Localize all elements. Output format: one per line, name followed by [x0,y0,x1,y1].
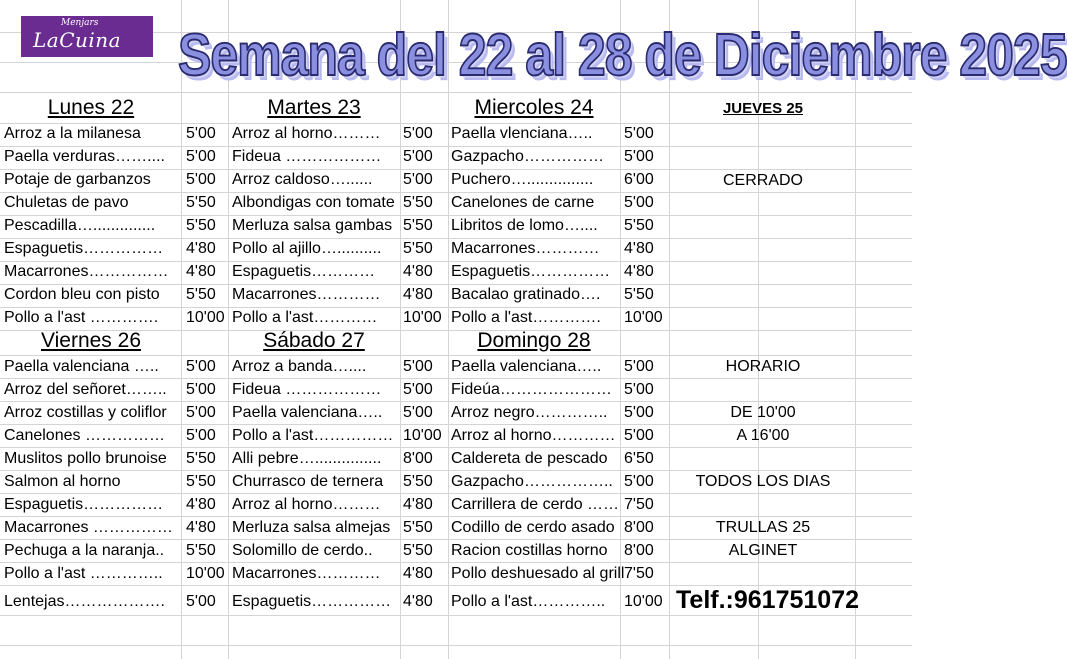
dish-price: 5'50 [186,217,216,234]
dish-name: Espaguetis…………… [232,593,392,610]
dish-price: 8'00 [624,519,654,536]
day-header-tuesday: Martes 23 [267,96,361,119]
dish-price: 10'00 [403,427,442,444]
dish-name: Paella valenciana ….. [4,358,159,375]
dish-price: 5'00 [403,381,433,398]
dish-name: Merluza salsa gambas [232,217,393,234]
dish-name: Lentejas………………. [4,593,165,610]
dish-name: Caldereta de pescado [451,450,608,467]
dish-name: Chuletas de pavo [4,194,129,211]
dish-price: 5'50 [624,286,654,303]
phone-number: Telf.:961751072 [676,586,859,614]
dish-price: 5'00 [186,148,216,165]
dish-name: Salmon al horno [4,473,121,490]
dish-price: 5'00 [624,381,654,398]
info-line-every-day: TODOS LOS DIAS [695,473,831,490]
dish-price: 4'80 [186,496,216,513]
dish-price: 5'50 [403,473,433,490]
dish-price: 5'50 [403,542,433,559]
dish-price: 5'00 [403,358,433,375]
dish-name: Arroz a banda….... [232,358,367,375]
dish-price: 4'80 [624,263,654,280]
dish-name: Macarrones………… [232,286,381,303]
dish-price: 5'00 [186,125,216,142]
dish-price: 5'00 [403,148,433,165]
dish-name: Arroz costillas y coliflor [4,404,167,421]
brand-logo [21,16,153,57]
dish-name: Paella valenciana….. [232,404,383,421]
dish-name: Alli pebre…............... [232,450,382,467]
dish-price: 5'50 [403,240,433,257]
dish-name: Espaguetis…………… [4,496,164,513]
dish-name: Macarrones………… [451,240,600,257]
info-line-street: TRULLAS 25 [715,519,811,536]
dish-name: Espaguetis…………… [451,263,611,280]
dish-name: Canelones de carne [451,194,595,211]
dish-price: 6'00 [624,171,654,188]
dish-price: 10'00 [403,309,442,326]
dish-price: 5'00 [624,473,654,490]
logo-name: LaCuina [33,28,122,52]
dish-name: Arroz al horno………… [451,427,616,444]
dish-price: 4'80 [403,565,433,582]
dish-name: Gazpacho…………… [451,148,604,165]
dish-name: Muslitos pollo brunoise [4,450,167,467]
day-header-wednesday: Miercoles 24 [474,96,594,119]
dish-price: 5'50 [403,217,433,234]
dish-name: Racion costillas horno [451,542,608,559]
dish-price: 10'00 [624,593,663,610]
dish-name: Pollo a l'ast …………. [4,309,159,326]
dish-price: 5'50 [624,217,654,234]
dish-price: 5'00 [186,427,216,444]
dish-name: Macarrones …………… [4,519,173,536]
dish-name: Espaguetis………… [232,263,376,280]
dish-name: Fideua ……………… [232,148,382,165]
dish-price: 5'50 [403,519,433,536]
dish-price: 4'80 [403,593,433,610]
dish-price: 8'00 [403,450,433,467]
dish-price: 8'00 [624,542,654,559]
info-line-open-time: DE 10'00 [730,404,796,421]
dish-price: 5'50 [403,194,433,211]
dish-name: Macarrones…………… [4,263,169,280]
dish-price: 5'50 [186,450,216,467]
dish-price: 5'00 [403,125,433,142]
dish-price: 5'00 [624,404,654,421]
dish-price: 7'50 [624,496,654,513]
dish-price: 5'50 [186,542,216,559]
dish-price: 5'50 [186,194,216,211]
dish-name: Potaje de garbanzos [4,171,151,188]
dish-name: Libritos de lomo….... [451,217,598,234]
dish-name: Pescadilla….............. [4,217,156,234]
dish-price: 5'00 [186,171,216,188]
dish-name: Paella verduras…….... [4,148,165,165]
dish-name: Pollo a l'ast…………… [232,427,394,444]
dish-price: 4'80 [403,263,433,280]
dish-name: Macarrones………… [232,565,381,582]
dish-price: 5'00 [403,171,433,188]
menu-title: Semana del 22 al 28 de Diciembre 2025 [178,21,1067,89]
dish-price: 5'00 [186,404,216,421]
dish-name: Pollo a l'ast………….. [451,593,606,610]
dish-price: 4'80 [186,519,216,536]
dish-name: Albondigas con tomate [232,194,395,211]
dish-price: 4'80 [403,286,433,303]
dish-name: Pollo deshuesado al grill [451,565,625,582]
dish-name: Pollo a l'ast ………….. [4,565,163,582]
dish-name: Solomillo de cerdo.. [232,542,373,559]
dish-price: 5'00 [624,194,654,211]
grid-row-line [0,615,912,616]
dish-price: 5'00 [186,593,216,610]
dish-price: 5'00 [186,381,216,398]
dish-name: Arroz negro………….. [451,404,608,421]
dish-name: Carrillera de cerdo …… [451,496,620,513]
day-header-monday: Lunes 22 [47,96,135,119]
dish-price: 10'00 [186,565,225,582]
day-header-friday: Viernes 26 [40,329,142,352]
dish-price: 4'80 [624,240,654,257]
dish-price: 5'50 [186,286,216,303]
dish-price: 5'00 [624,125,654,142]
dish-name: Arroz al horno……… [232,125,381,142]
dish-price: 5'00 [624,358,654,375]
dish-price: 4'80 [403,496,433,513]
dish-name: Fideua ……………… [232,381,382,398]
dish-price: 5'50 [186,473,216,490]
dish-name: Puchero…............... [451,171,594,188]
dish-price: 10'00 [624,309,663,326]
dish-name: Pollo al ajillo….......... [232,240,382,257]
dish-name: Pollo a l'ast…………. [451,309,601,326]
dish-name: Cordon bleu con pisto [4,286,160,303]
dish-price: 6'50 [624,450,654,467]
dish-name: Fideúa………………… [451,381,612,398]
info-line-town: ALGINET [728,542,798,559]
dish-price: 5'00 [403,404,433,421]
thursday-closed-note: CERRADO [722,172,803,189]
dish-price: 10'00 [186,309,225,326]
day-header-sunday: Domingo 28 [477,329,591,352]
dish-name: Churrasco de ternera [232,473,384,490]
dish-name: Merluza salsa almejas [232,519,391,536]
info-line-close-time: A 16'00 [736,427,790,444]
dish-name: Espaguetis…………… [4,240,164,257]
dish-name: Pechuga a la naranja.. [4,542,165,559]
dish-name: Arroz al horno……… [232,496,381,513]
dish-name: Arroz a la milanesa [4,125,141,142]
dish-price: 5'00 [624,427,654,444]
dish-price: 7'50 [624,565,654,582]
dish-name: Pollo a l'ast………… [232,309,378,326]
dish-price: 5'00 [186,358,216,375]
day-header-saturday: Sábado 27 [263,329,365,352]
grid-row-line [0,645,912,646]
dish-name: Codillo de cerdo asado [451,519,615,536]
day-header-thursday: JUEVES 25 [722,100,804,117]
dish-price: 4'80 [186,240,216,257]
dish-name: Arroz caldoso…...... [232,171,373,188]
logo-subtitle: Menjars [61,18,99,28]
info-line-horario: HORARIO [725,358,801,375]
dish-name: Arroz del señoret…….. [4,381,167,398]
dish-price: 4'80 [186,263,216,280]
dish-name: Canelones …………… [4,427,165,444]
dish-price: 5'00 [624,148,654,165]
dish-name: Bacalao gratinado…. [451,286,601,303]
dish-name: Paella vlenciana….. [451,125,593,142]
dish-name: Paella valenciana….. [451,358,602,375]
dish-name: Gazpacho…………….. [451,473,613,490]
